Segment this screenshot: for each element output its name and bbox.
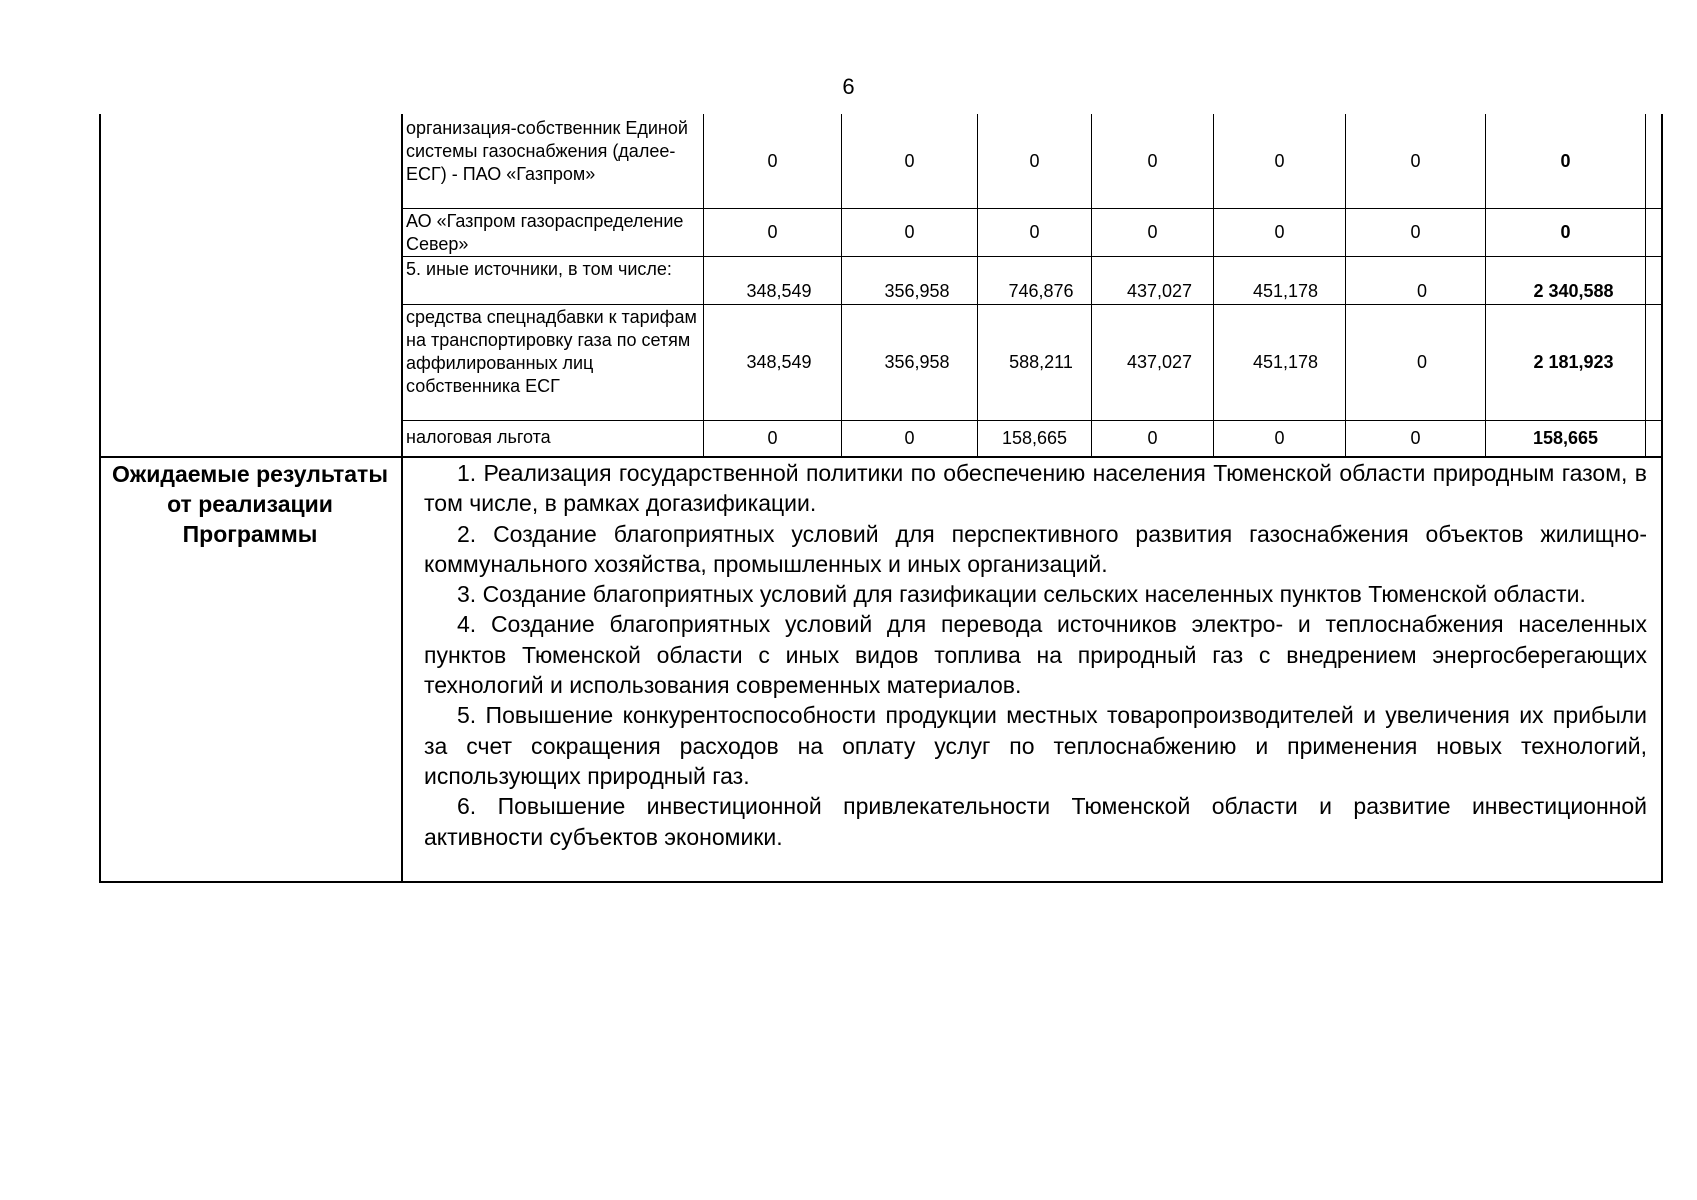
funding-row-value: 356,958 (884, 352, 950, 372)
funding-row-value: 158,665 (1001, 428, 1068, 448)
funding-row-value: 451,178 (1252, 352, 1319, 372)
funding-row-value: 0 (1416, 281, 1427, 301)
funding-row-value: 0 (767, 150, 778, 171)
result-item: 4. Создание благоприятных условий для перевода источников электро- и теплоснабжения населенных пунктов Тюменской области с иных видов топлива на природный газ с внедрением энергосберегающих технологий и использования современных материалов. (424, 611, 1647, 699)
funding-row-value: 0 (1274, 222, 1285, 242)
result-item: 1. Реализация государственной политики по обеспечению населения Тюменской области природным газом, в том числе, в рамках догазификации. (424, 460, 1647, 517)
result-item: 3. Создание благоприятных условий для газификации сельских населенных пунктов Тюменской области. (457, 581, 1586, 608)
funding-row-value: 0 (1416, 352, 1427, 372)
funding-row-value: 588,211 (1009, 352, 1073, 372)
funding-row-label: организация-собственник Единой системы газоснабжения (далее-ЕСГ) - ПАО «Газпром» (406, 118, 688, 184)
funding-row-value: 0 (767, 428, 778, 448)
table-bottom-border (99, 881, 1663, 883)
funding-row-total: 0 (1560, 222, 1571, 242)
funding-row-total: 2 340,588 (1533, 281, 1614, 301)
funding-row-value: 0 (1147, 428, 1158, 448)
funding-row-total: 158,665 (1532, 428, 1599, 448)
passport-table (99, 114, 1662, 883)
funding-row-total: 0 (1560, 150, 1571, 171)
page-number: 6 (842, 74, 855, 99)
funding-row-value: 0 (1410, 428, 1421, 448)
funding-row-value: 348,549 (746, 281, 812, 301)
funding-row-value: 0 (767, 222, 778, 242)
funding-row-value: 0 (904, 150, 915, 171)
result-item: 2. Создание благоприятных условий для перспективного развития газоснабжения объектов жилищно-коммунального хозяйства, промышленных и иных организаций. (424, 520, 1647, 577)
funding-row-value: 746,876 (1008, 281, 1074, 301)
funding-row-value: 0 (1410, 150, 1421, 171)
funding-row-value: 0 (904, 222, 915, 242)
table-right-border (1661, 114, 1663, 883)
results-title: Ожидаемые результаты от реализации Программы (112, 461, 388, 547)
result-item: 6. Повышение инвестиционной привлекательности Тюменской области и развитие инвестиционной активности субъектов экономики. (424, 793, 1647, 850)
funding-row-value: 0 (1029, 222, 1040, 242)
funding-row-value: 0 (1029, 150, 1040, 171)
funding-row-value: 0 (1147, 150, 1158, 171)
funding-row-label: средства спецнадбавки к тарифам на транспортировку газа по сетям аффилированных лиц собственника ЕСГ (406, 307, 697, 396)
funding-row-value: 0 (1410, 222, 1421, 242)
funding-row-value: 0 (1274, 150, 1285, 171)
funding-row-value: 0 (1274, 428, 1285, 448)
funding-row-label: 5. иные источники, в том числе: (406, 259, 672, 279)
funding-row-value: 0 (1147, 222, 1158, 242)
results-list (424, 458, 1647, 852)
funding-row-value: 437,027 (1126, 281, 1193, 301)
funding-row-value: 348,549 (746, 352, 812, 372)
funding-row-value: 356,958 (884, 281, 950, 301)
funding-row-value: 437,027 (1126, 352, 1193, 372)
funding-row-label: АО «Газпром газораспределение Север» (406, 211, 684, 254)
result-item: 5. Повышение конкурентоспособности продукции местных товаропроизводителей и увеличения их прибыли за счет сокращения расходов на оплату услуг по теплоснабжению и применения новых технологий, использующих природный газ. (424, 702, 1647, 789)
funding-row-value: 451,178 (1252, 281, 1319, 301)
funding-row-value: 0 (904, 428, 915, 448)
funding-row-label: налоговая льгота (406, 427, 551, 447)
funding-row-total: 2 181,923 (1533, 352, 1614, 372)
